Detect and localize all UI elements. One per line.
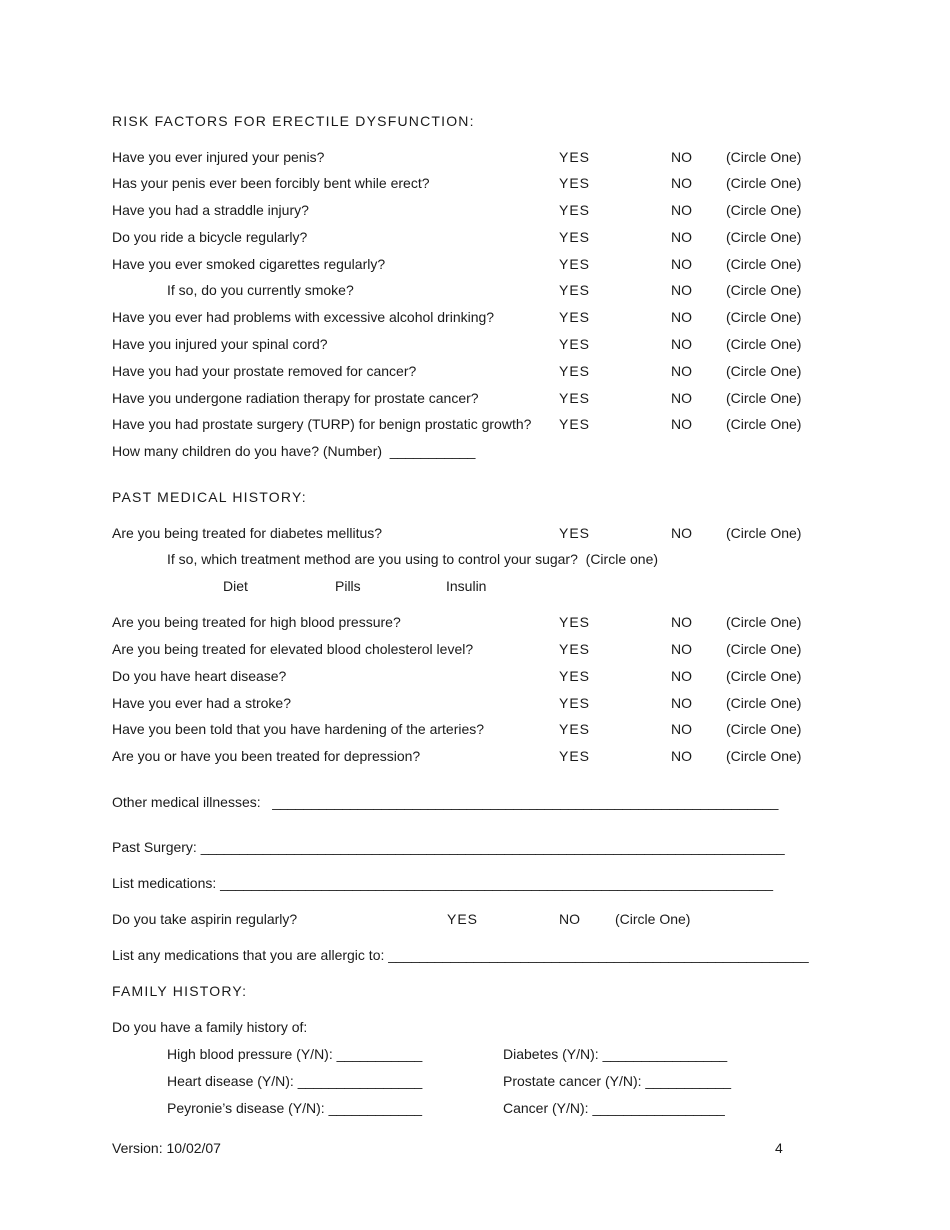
no-option[interactable]: NO [671, 202, 692, 218]
circle-one-note: (Circle One) [726, 282, 802, 298]
no-option[interactable]: NO [671, 149, 692, 165]
no-option[interactable]: NO [671, 748, 692, 764]
treatment-option-diet[interactable]: Diet [223, 578, 248, 594]
no-option[interactable]: NO [671, 390, 692, 406]
yes-option[interactable]: YES [559, 256, 591, 272]
circle-one-note: (Circle One) [726, 229, 802, 245]
family-peyronies-field[interactable]: Peyronie’s disease (Y/N): ____________ [167, 1100, 423, 1116]
yes-option[interactable]: YES [559, 282, 591, 298]
no-option[interactable]: NO [671, 641, 692, 657]
yes-option[interactable]: YES [559, 695, 591, 711]
diabetes-treatment-question: If so, which treatment method are you using to control your sugar? (Circle one) [167, 551, 659, 567]
no-option[interactable]: NO [559, 911, 580, 927]
yes-option[interactable]: YES [559, 390, 591, 406]
circle-one-note: (Circle One) [726, 390, 802, 406]
risk-heading: RISK FACTORS FOR ERECTILE DYSFUNCTION: [112, 113, 475, 129]
past-surgery-field[interactable]: Past Surgery: ___________________________________________________________________________ [112, 839, 785, 855]
yes-option[interactable]: YES [559, 641, 591, 657]
circle-one-note: (Circle One) [726, 175, 802, 191]
yes-option[interactable]: YES [559, 202, 591, 218]
past-medical-history-heading: PAST MEDICAL HISTORY: [112, 489, 307, 505]
yes-option[interactable]: YES [559, 614, 591, 630]
no-option[interactable]: NO [671, 525, 692, 541]
risk-question: Has your penis ever been forcibly bent while erect? [112, 175, 430, 191]
circle-one-note: (Circle One) [726, 721, 802, 737]
circle-one-note: (Circle One) [726, 416, 802, 432]
risk-question: Have you had a straddle injury? [112, 202, 309, 218]
family-cancer-field[interactable]: Cancer (Y/N): _________________ [503, 1100, 725, 1116]
yes-option[interactable]: YES [559, 175, 591, 191]
risk-question: Have you ever injured your penis? [112, 149, 325, 165]
circle-one-note: (Circle One) [726, 695, 802, 711]
aspirin-question: Do you take aspirin regularly? [112, 911, 298, 927]
yes-option[interactable]: YES [559, 525, 591, 541]
family-diabetes-field[interactable]: Diabetes (Y/N): ________________ [503, 1046, 728, 1062]
yes-option[interactable]: YES [559, 668, 591, 684]
no-option[interactable]: NO [671, 416, 692, 432]
circle-one-note: (Circle One) [726, 256, 802, 272]
other-illnesses-field[interactable]: Other medical illnesses: _________________________________________________________________ [112, 794, 779, 810]
no-option[interactable]: NO [671, 614, 692, 630]
circle-one-note: (Circle One) [726, 641, 802, 657]
risk-question: Do you ride a bicycle regularly? [112, 229, 308, 245]
no-option[interactable]: NO [671, 229, 692, 245]
treatment-option-insulin[interactable]: Insulin [446, 578, 487, 594]
risk-question: Have you ever had problems with excessive alcohol drinking? [112, 309, 495, 325]
children-count-field[interactable]: How many children do you have? (Number) ___________ [112, 443, 476, 459]
treatment-option-pills[interactable]: Pills [335, 578, 361, 594]
pmh-question: Do you have heart disease? [112, 668, 287, 684]
family-high-blood-pressure-field[interactable]: High blood pressure (Y/N): ___________ [167, 1046, 423, 1062]
no-option[interactable]: NO [671, 282, 692, 298]
risk-question: Have you injured your spinal cord? [112, 336, 328, 352]
pmh-question: Are you or have you been treated for depression? [112, 748, 421, 764]
no-option[interactable]: NO [671, 668, 692, 684]
circle-one-note: (Circle One) [726, 614, 802, 630]
circle-one-note: (Circle One) [726, 149, 802, 165]
no-option[interactable]: NO [671, 721, 692, 737]
yes-option[interactable]: YES [559, 416, 591, 432]
no-option[interactable]: NO [671, 336, 692, 352]
risk-question: Have you undergone radiation therapy for prostate cancer? [112, 390, 479, 406]
yes-option[interactable]: YES [559, 229, 591, 245]
no-option[interactable]: NO [671, 175, 692, 191]
family-history-intro: Do you have a family history of: [112, 1019, 308, 1035]
version-label: Version: 10/02/07 [112, 1140, 221, 1156]
circle-one-note: (Circle One) [726, 525, 802, 541]
diabetes-question: Are you being treated for diabetes mellitus? [112, 525, 383, 541]
risk-question-followup: If so, do you currently smoke? [167, 282, 354, 298]
circle-one-note: (Circle One) [726, 336, 802, 352]
circle-one-note: (Circle One) [615, 911, 691, 927]
yes-option[interactable]: YES [559, 721, 591, 737]
circle-one-note: (Circle One) [726, 202, 802, 218]
family-prostate-cancer-field[interactable]: Prostate cancer (Y/N): ___________ [503, 1073, 732, 1089]
circle-one-note: (Circle One) [726, 309, 802, 325]
no-option[interactable]: NO [671, 695, 692, 711]
yes-option[interactable]: YES [559, 309, 591, 325]
yes-option[interactable]: YES [559, 748, 591, 764]
page-number: 4 [775, 1140, 783, 1156]
yes-option[interactable]: YES [559, 336, 591, 352]
pmh-question: Have you ever had a stroke? [112, 695, 291, 711]
pmh-question: Have you been told that you have hardening of the arteries? [112, 721, 485, 737]
circle-one-note: (Circle One) [726, 748, 802, 764]
yes-option[interactable]: YES [559, 363, 591, 379]
yes-option[interactable]: YES [559, 149, 591, 165]
circle-one-note: (Circle One) [726, 668, 802, 684]
risk-question: Have you had prostate surgery (TURP) for benign prostatic growth? [112, 416, 532, 432]
medications-field[interactable]: List medications: _______________________________________________________________________ [112, 875, 773, 891]
family-heart-disease-field[interactable]: Heart disease (Y/N): ________________ [167, 1073, 423, 1089]
risk-question: Have you had your prostate removed for cancer? [112, 363, 417, 379]
no-option[interactable]: NO [671, 363, 692, 379]
family-history-heading: FAMILY HISTORY: [112, 983, 248, 999]
yes-option[interactable]: YES [447, 911, 479, 927]
no-option[interactable]: NO [671, 309, 692, 325]
pmh-question: Are you being treated for elevated blood cholesterol level? [112, 641, 474, 657]
risk-question: Have you ever smoked cigarettes regularly? [112, 256, 386, 272]
no-option[interactable]: NO [671, 256, 692, 272]
allergies-field[interactable]: List any medications that you are allergic to: ______________________________________________________ [112, 947, 809, 963]
pmh-question: Are you being treated for high blood pressure? [112, 614, 401, 630]
circle-one-note: (Circle One) [726, 363, 802, 379]
